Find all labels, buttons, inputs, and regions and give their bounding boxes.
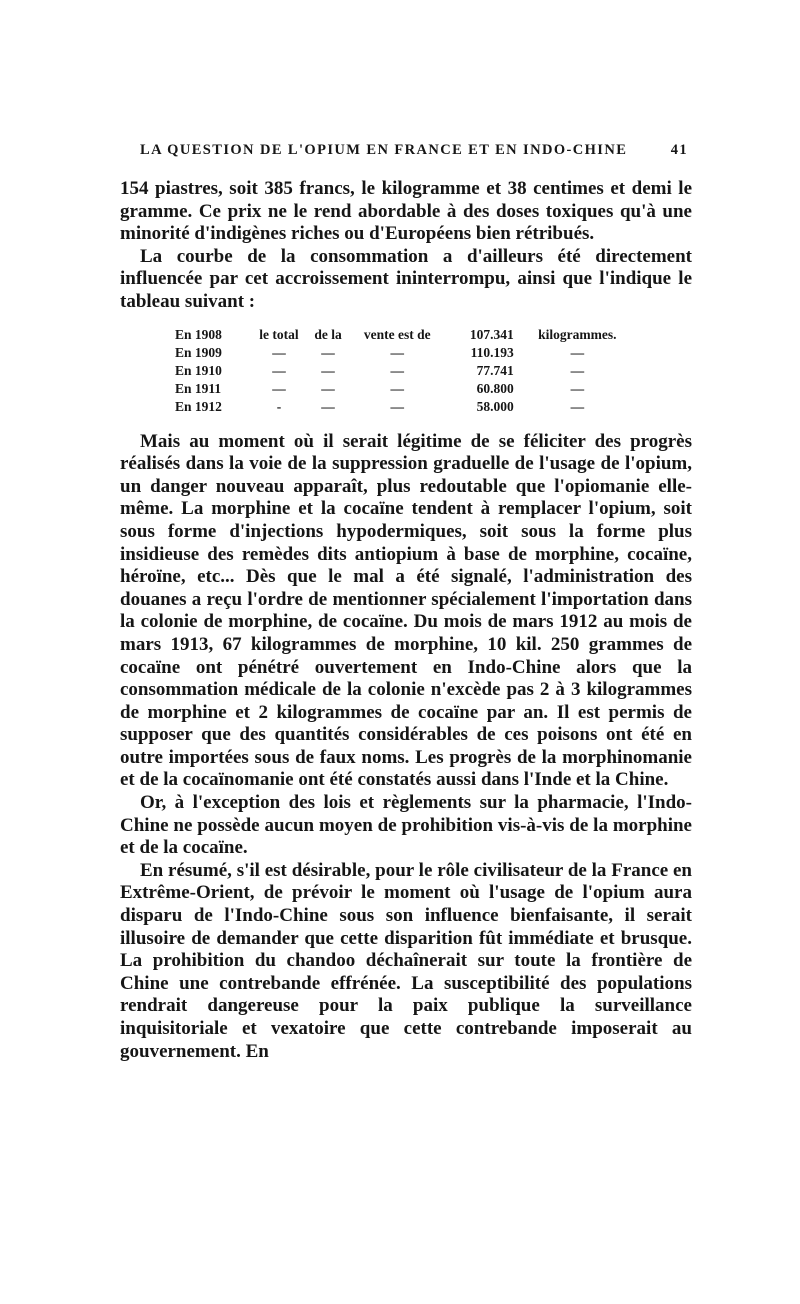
year-cell: En 1911 xyxy=(175,381,222,397)
ditto-cell: — xyxy=(570,381,585,397)
body-text xyxy=(120,178,692,1063)
text-cell: le total xyxy=(259,326,299,342)
running-title: LA QUESTION DE L'OPIUM EN FRANCE ET EN INDO-CHINE xyxy=(140,142,628,158)
table-row xyxy=(175,362,635,380)
value-cell: 110.193 xyxy=(470,344,514,360)
ditto-cell: — xyxy=(570,362,585,378)
ditto-cell: — xyxy=(272,344,286,360)
running-head xyxy=(140,142,688,159)
paragraph-prohibition-means: Or, à l'exception des lois et règlements sur la pharmacie, l'Indo-Chine ne possède aucun moyen de prohibition vis-à-vis de la morphine et de la cocaïne. xyxy=(120,792,692,859)
table-row xyxy=(175,398,635,416)
table-row xyxy=(175,344,635,362)
ditto-cell: — xyxy=(390,362,405,378)
ditto-cell: - xyxy=(276,399,282,415)
unit-cell: kilogrammes. xyxy=(538,326,617,342)
ditto-cell: — xyxy=(321,399,335,415)
value-cell: 107.341 xyxy=(469,326,514,342)
paragraph-morphine-danger: Mais au moment où il serait légitime de se féliciter des progrès réalisés dans la voie de la suppression graduelle de l'usage de l'opium, un danger nouveau apparaît, plus redoutable que l'opiomanie elle-même. La morphine et la cocaïne tendent à remplacer l'opium, soit sous forme d'injections hypodermiques, soit sous la forme plus insidieuse des remèdes dits antiopium à base de morphine, cocaïne, héroïne, etc... Dès que le mal a été signalé, l'administration des douanes a reçu l'ordre de mentionner spécialement l'importation dans la colonie de morphine, de cocaïne. Du mois de mars 1912 au mois de mars 1913, 67 kilogrammes de morphine, 10 kil. 250 grammes de cocaïne ont pénétré ouvertement en Indo-Chine alors que la consommation médicale de la colonie n'excède pas 2 à 3 kilogrammes de morphine et 2 kilogrammes de cocaïne par an. Il est permis de supposer que des quantités considérables de ces poisons ont été en outre importées sous de faux noms. Les progrès de la morphinomanie et de la cocaïnomanie ont été constatés aussi dans l'Inde et la Chine. xyxy=(120,430,692,791)
ditto-cell: — xyxy=(570,344,585,360)
ditto-cell: — xyxy=(390,344,405,360)
value-cell: 58.000 xyxy=(476,399,514,415)
ditto-cell: — xyxy=(570,399,585,415)
paragraph-price: 154 piastres, soit 385 francs, le kilogramme et 38 centimes et demi le gramme. Ce prix ne le rend abordable à des doses toxiques qu'à une minorité d'indigènes riches ou d'Européens bien rétribués. xyxy=(120,178,692,245)
text-cell: de la xyxy=(314,326,342,342)
year-cell: En 1908 xyxy=(175,326,222,342)
year-cell: En 1909 xyxy=(175,344,222,360)
ditto-cell: — xyxy=(321,344,335,360)
year-cell: En 1912 xyxy=(175,399,222,415)
value-cell: 77.741 xyxy=(476,362,514,378)
ditto-cell: — xyxy=(321,381,335,397)
ditto-cell: — xyxy=(390,399,405,415)
table-row xyxy=(175,380,635,398)
table-row xyxy=(175,326,635,344)
value-cell: 60.800 xyxy=(476,381,514,397)
paragraph-summary: En résumé, s'il est désirable, pour le rôle civilisateur de la France en Extrême-Orient, de prévoir le moment où l'usage de l'opium aura disparu de l'Indo-Chine sous son influence bienfaisante, il serait illusoire de demander que cette disparition fût immédiate et brusque. La prohibition du chandoo déchaînerait sur toute la frontière de Chine une contrebande effrénée. La susceptibilité des populations rendrait dangereuse pour la paix publique la surveillance inquisitoriale et vexatoire que cette contrebande imposerait au gouvernement. En xyxy=(120,859,692,1062)
sales-table xyxy=(175,326,635,417)
ditto-cell: — xyxy=(272,381,286,397)
text-cell: vente est de xyxy=(363,326,431,342)
ditto-cell: — xyxy=(321,362,335,378)
ditto-cell: — xyxy=(390,381,405,397)
ditto-cell: — xyxy=(272,362,286,378)
paragraph-consumption-curve: La courbe de la consommation a d'ailleurs été directement influencée par cet accroissement ininterrompu, ainsi que l'indique le tableau suivant : xyxy=(120,245,692,312)
page-number: 41 xyxy=(670,142,688,158)
year-cell: En 1910 xyxy=(175,362,222,378)
